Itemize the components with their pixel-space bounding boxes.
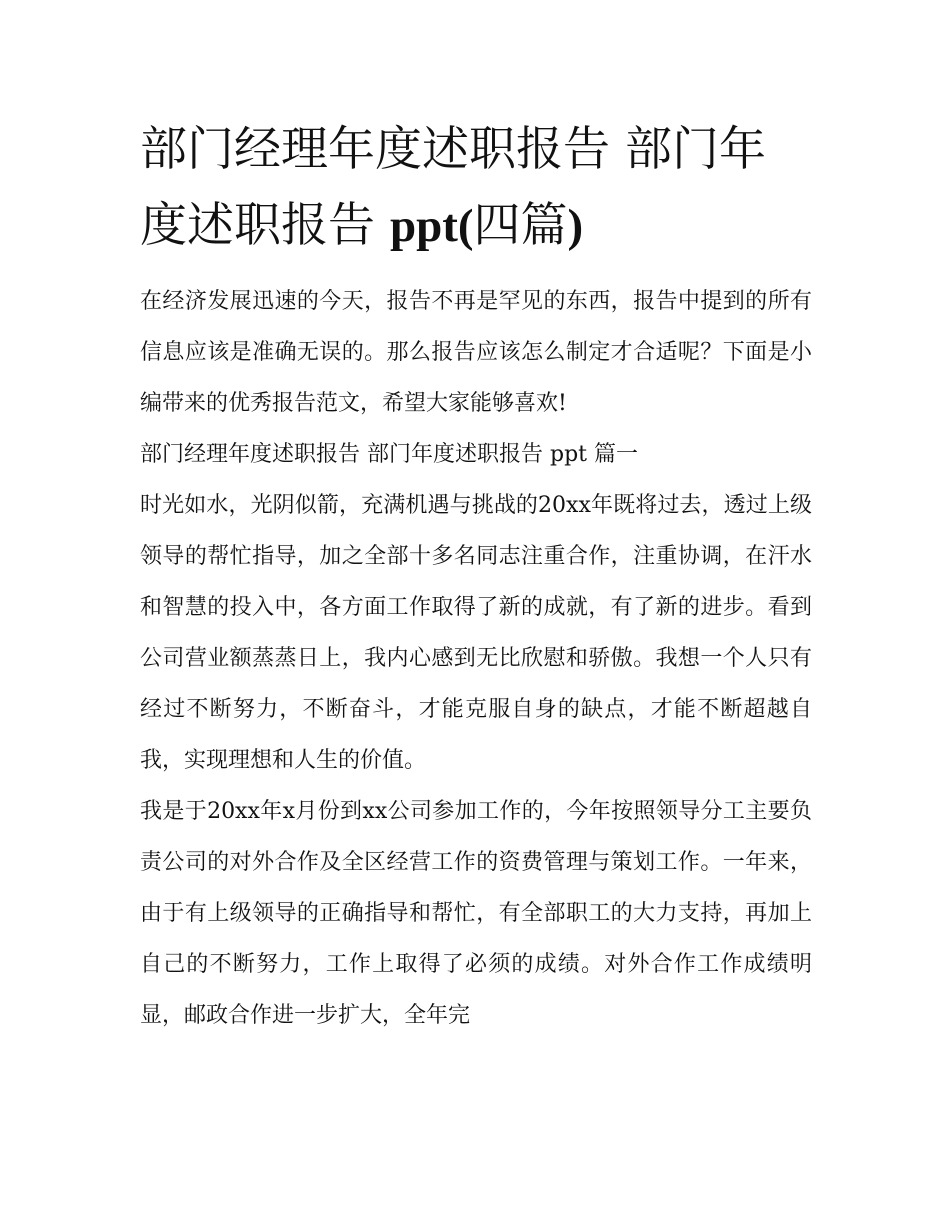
- intro-paragraph: 在经济发展迅速的今天，报告不再是罕见的东西，报告中提到的所有信息应该是准确无误的。那么报告应该怎么制定才合适呢？下面是小编带来的优秀报告范文，希望大家能够喜欢!: [140, 289, 812, 416]
- document-title: [140, 112, 812, 264]
- title-text-ppt: ppt(: [389, 200, 474, 252]
- section-heading: 部门经理年度述职报告 部门年度述职报告 ppt 篇一: [140, 442, 638, 467]
- document-body: [140, 112, 812, 1041]
- body-paragraph-2: 我是于20xx年x月份到xx公司参加工作的，今年按照领导分工主要负责公司的对外合作及全区经营工作的资费管理与策划工作。一年来，由于有上级领导的正确指导和帮忙，有全部职工的大力支持，再加上自己的不断努力，工作上取得了必须的成绩。对外合作工作成绩明显，邮政合作进一步扩大，全年完: [140, 799, 812, 1028]
- title-text-count: 四篇: [473, 198, 568, 253]
- body-paragraph-1: 时光如水，光阴似箭，充满机遇与挑战的20xx年既将过去，透过上级领导的帮忙指导，加之全部十多名同志注重合作，注重协调，在汗水和智慧的投入中，各方面工作取得了新的成就，有了新的进步。看到公司营业额蒸蒸日上，我内心感到无比欣慰和骄傲。我想一个人只有经过不断努力，不断奋斗，才能克服自身的缺点，才能不断超越自我，实现理想和人生的价值。: [140, 493, 812, 773]
- title-text-main: 部门经理年度述职报告 部门年度述职报告: [140, 122, 766, 253]
- title-text-close: ): [567, 200, 584, 252]
